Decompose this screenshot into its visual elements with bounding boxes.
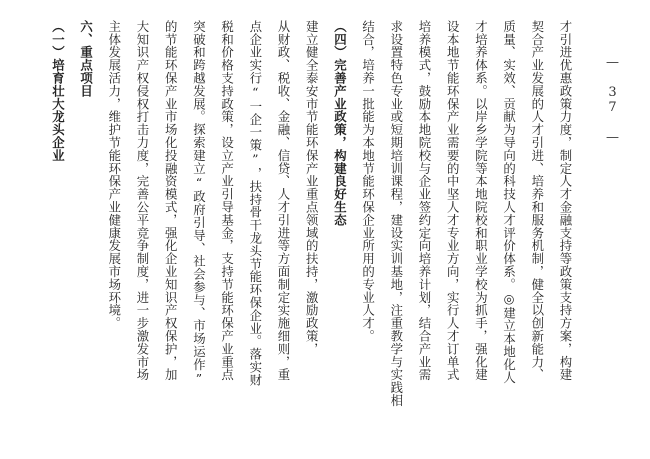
section-heading: （四）完善产业政策，构建良好生态 bbox=[332, 20, 348, 227]
text-column: 从财政、税收、金融、信贷、人才引进等方面制定实施细则，重 bbox=[276, 20, 291, 382]
text-column: 求设置特色专业或短期培训课程，建设实训基地，注重教学与实践相 bbox=[388, 20, 404, 407]
text-column: 质量、实效、贡献为导向的科技人才评价体系。◎建立本地化人 bbox=[501, 20, 517, 384]
text-column: 培养模式，鼓励本地院校与企业签约定向培养计划，结合产业需 bbox=[417, 20, 432, 382]
text-column: 设本地节能环保产业需要的中坚人才专业方向，实行人才订单式 bbox=[445, 20, 461, 382]
text-column: 才引进优惠政策力度，制定人才金融支持等政策支持方案，构建 bbox=[558, 20, 573, 382]
page-number: — 37 — bbox=[605, 55, 620, 145]
text-column: 的节能环保产业市场化投融资模式，强化企业知识产权保护，加 bbox=[163, 20, 179, 382]
text-column: 才培养体系。以岸乡学院等本地院校和职业学校为抓手，强化建 bbox=[473, 20, 489, 382]
text-column: 大知识产权侵权打击力度，完善公平竞争制度，进一步激发市场 bbox=[135, 20, 150, 382]
text-column: 建立健全泰安市节能环保产业重点领域的扶持，激励政策， bbox=[304, 20, 320, 356]
section-heading: （一）培育壮大龙头企业 bbox=[50, 20, 66, 162]
text-column: 税和价格支持政策，设立产业引导基金，支持节能环保产业重点 bbox=[219, 20, 235, 382]
text-column: 结合，培养一批能为本地节能环保企业所用的专业人才。 bbox=[360, 20, 376, 343]
text-column: 主体发展活力，维护节能环保产业健康发展市场环境。 bbox=[106, 20, 122, 330]
section-heading: 六、重点项目 bbox=[78, 20, 94, 98]
text-column: 突破和跨越发展。探索建立“政府引导、社会参与、市场运作” bbox=[191, 20, 207, 387]
text-column: 契合产业发展的人才引进、培养和服务机制，健全以创新能力、 bbox=[529, 20, 545, 382]
text-column: 点企业实行“一企一策”，扶持骨干龙头节能环保企业。落实财 bbox=[247, 20, 263, 387]
